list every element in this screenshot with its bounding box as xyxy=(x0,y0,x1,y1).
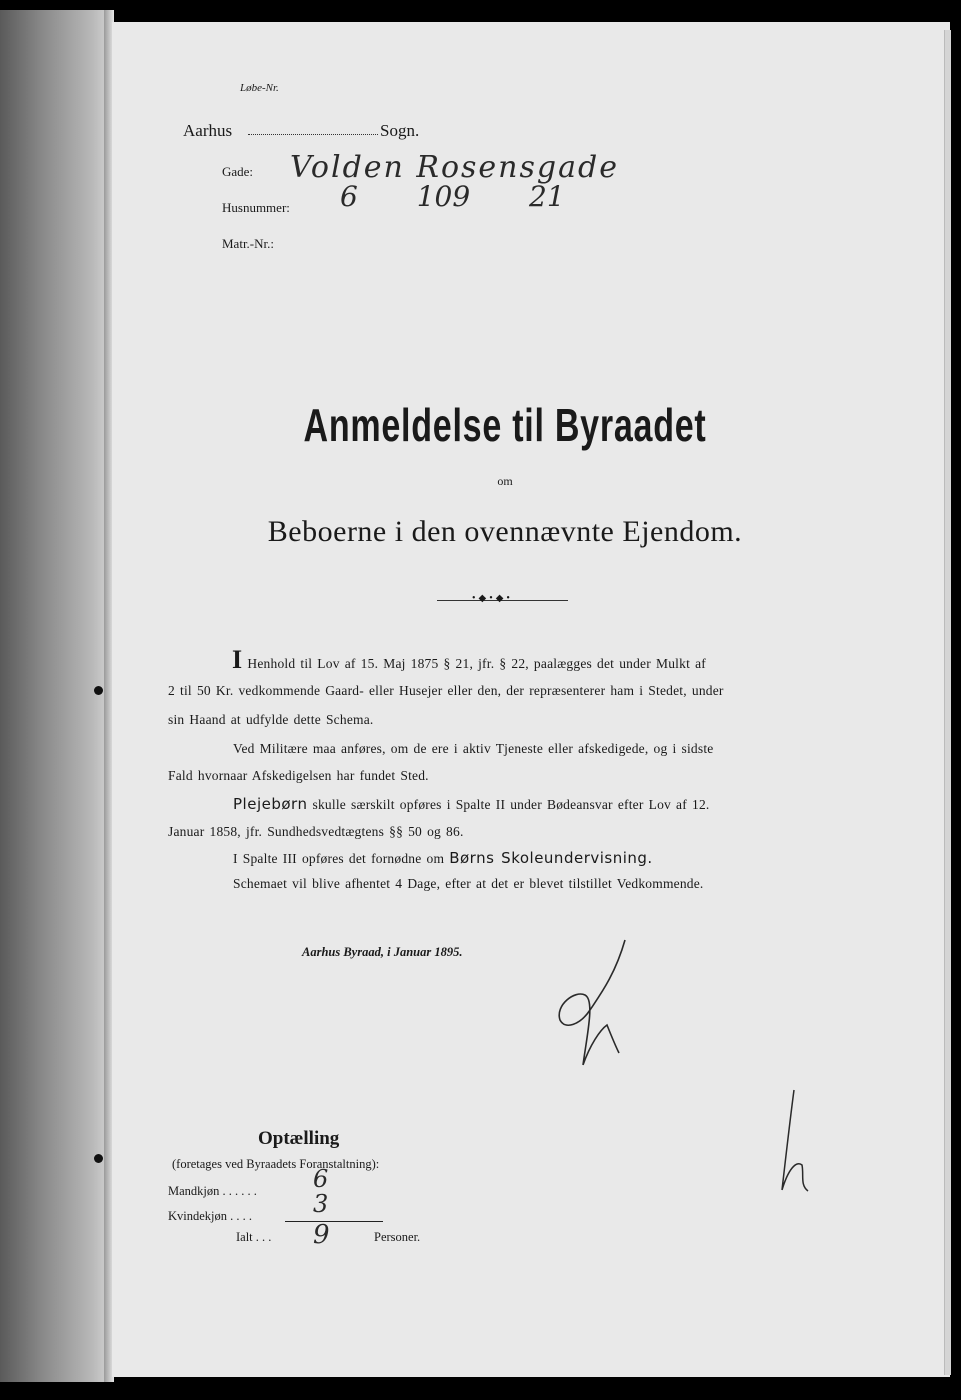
mandkjon-label: Mandkjøn . . . . . . xyxy=(168,1184,257,1198)
count-title: Optælling xyxy=(258,1128,340,1149)
personer-label: Personer. xyxy=(374,1230,421,1244)
kvindekjon-value: 3 xyxy=(313,1190,329,1218)
gade-label: Gade: xyxy=(222,164,254,179)
husnummer-label: Husnummer: xyxy=(222,200,290,215)
gade-handwritten: Volden Rosensgade xyxy=(290,150,619,185)
paragraph-5: Schemaet vil blive afhentet 4 Dage, efter at det er blevet tilstillet Vedkommende. xyxy=(233,876,704,891)
page-right-edge xyxy=(944,30,951,1375)
kvindekjon-label: Kvindekjøn . . . . xyxy=(168,1209,253,1223)
handwritten-signature xyxy=(545,935,645,1075)
skoleundervisning-emphasis: Børns Skoleundervisning. xyxy=(449,849,653,867)
paragraph-3-line-1: Plejebørn skulle særskilt opføres i Spalte II under Bødeansvar efter Lov af 12. xyxy=(233,795,710,813)
paragraph-2-line-2: Fald hvornaar Afskedigelsen har fundet Sted. xyxy=(168,768,429,783)
document-title: Anmeldelse til Byraadet xyxy=(303,399,707,451)
paragraph-2-line-1: Ved Militære maa anføres, om de ere i aktiv Tjeneste eller afskedigede, og i sidste xyxy=(233,741,714,756)
paragraph-initial: I xyxy=(232,645,243,674)
count-subtitle: (foretages ved Byraadets Foranstaltning): xyxy=(172,1157,380,1171)
divider-ornament: •◆•◆• xyxy=(472,593,513,604)
aarhus-label: Aarhus xyxy=(183,121,233,140)
paragraph-1-line-2: 2 til 50 Kr. vedkommende Gaard- eller Husejer eller den, der repræsenterer ham i Stedet, under xyxy=(168,683,724,698)
document-page xyxy=(112,22,950,1377)
binding-hole xyxy=(94,686,103,695)
matr-nr-label: Matr.-Nr.: xyxy=(222,236,274,251)
left-page-edge xyxy=(0,10,108,1382)
issuer-date-line: Aarhus Byraad, i Januar 1895. xyxy=(302,945,463,959)
handwritten-initials xyxy=(770,1085,820,1200)
paragraph-1-line-1: I Henhold til Lov af 15. Maj 1875 § 21, jfr. § 22, paalægges det under Mulkt af xyxy=(232,645,706,674)
paragraph-4: I Spalte III opføres det fornødne om Børns Skoleundervisning. xyxy=(233,849,653,867)
loebe-nr-label: Løbe-Nr. xyxy=(240,82,279,94)
sogn-label: Sogn. xyxy=(380,121,420,140)
paragraph-1-line-3: sin Haand at udfylde dette Schema. xyxy=(168,712,374,727)
binding-hole xyxy=(94,1154,103,1163)
mandkjon-value: 6 xyxy=(313,1165,329,1193)
document-subtitle: Beboerne i den ovennævnte Ejendom. xyxy=(267,515,743,548)
husnummer-handwritten: 6 109 21 xyxy=(340,180,565,213)
title-om: om xyxy=(497,474,513,488)
paragraph-3-line-2: Januar 1858, jfr. Sundhedsvedtægtens §§ 50 og 86. xyxy=(168,824,464,839)
ialt-label: Ialt . . . xyxy=(236,1230,272,1244)
plejeborn-emphasis: Plejebørn xyxy=(233,795,308,813)
sogn-fill-line xyxy=(248,134,378,135)
ialt-value: 9 xyxy=(313,1220,330,1250)
sum-line xyxy=(285,1221,383,1222)
